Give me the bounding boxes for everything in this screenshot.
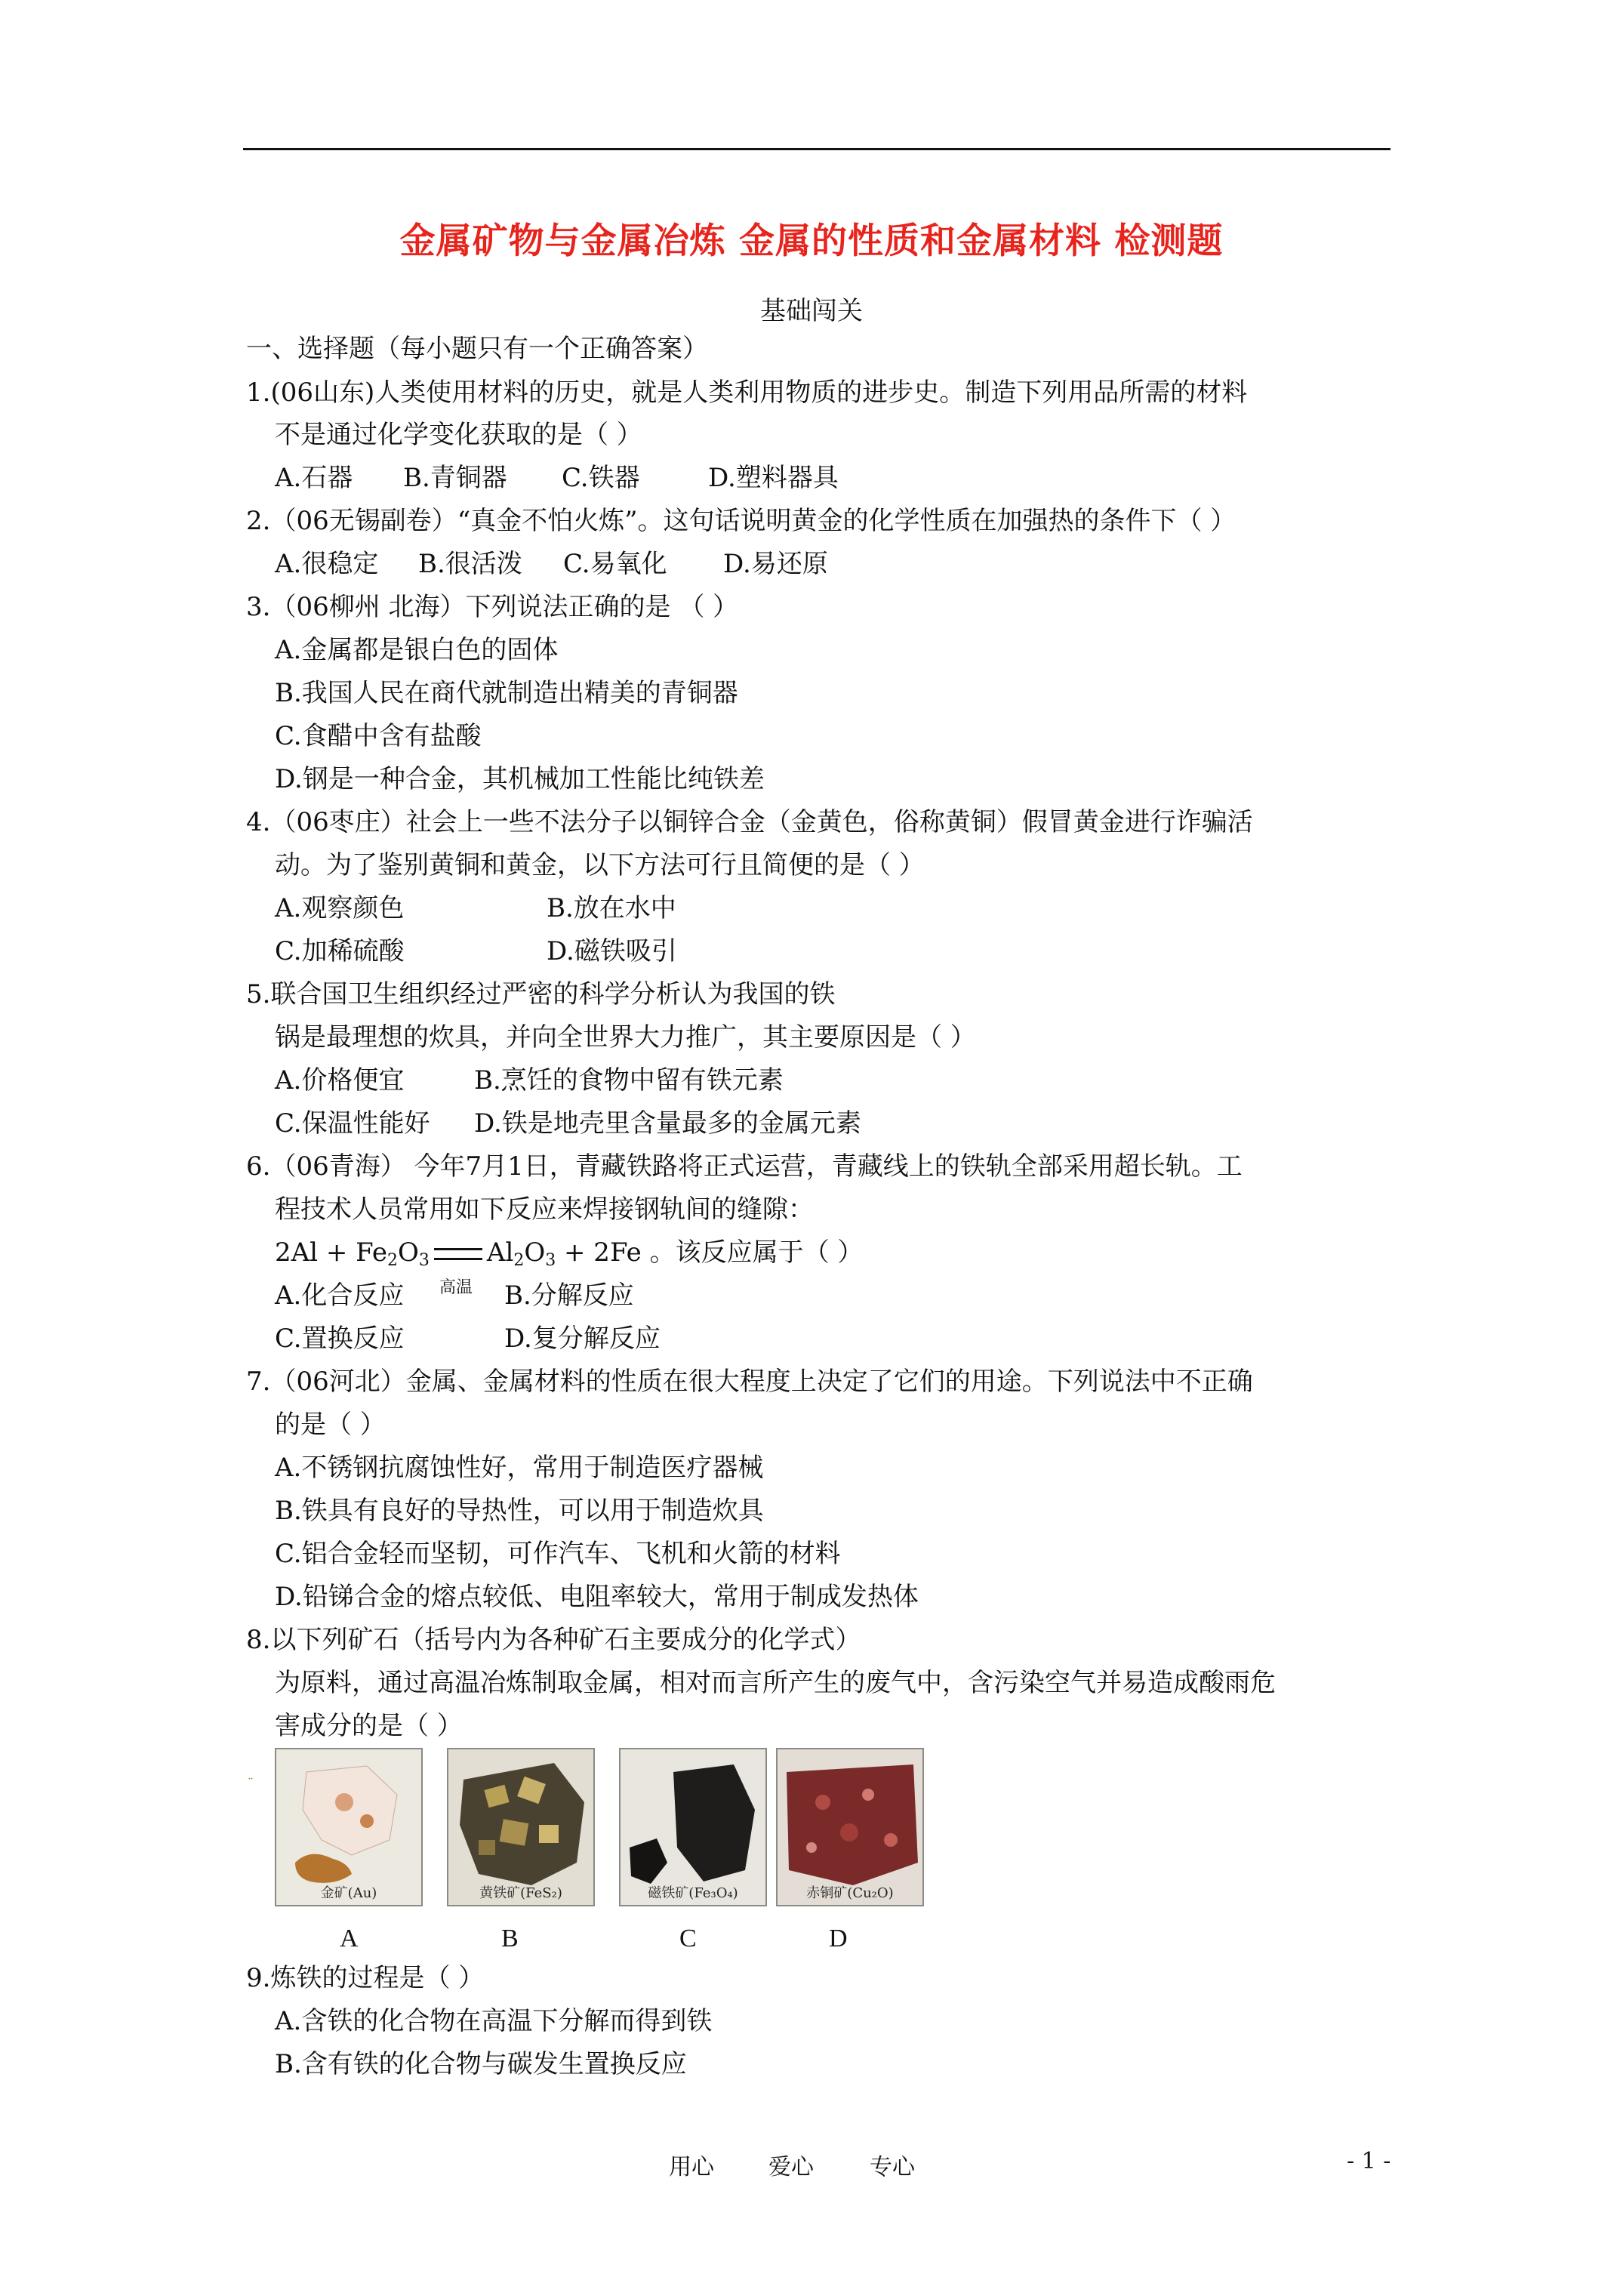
q4-option-c: C.加稀硫酸: [275, 936, 405, 966]
pyrite-caption: 黄铁矿(FeS₂): [479, 1885, 562, 1901]
footer-motto-1: 用心: [669, 2154, 714, 2180]
q1-option-c: C.铁器: [562, 463, 640, 493]
q1-option-d: D.塑料器具: [708, 463, 839, 493]
gold-ore-image: [275, 1748, 423, 1906]
q3-option-b: B.我国人民在商代就制造出精美的青铜器: [275, 678, 738, 708]
magnetite-caption: 磁铁矿(Fe₃O₄): [648, 1885, 738, 1901]
document-title: 金属矿物与金属冶炼 金属的性质和金属材料 检测题: [399, 220, 1224, 262]
cuprite-caption: 赤铜矿(Cu₂O): [806, 1885, 894, 1901]
q2-option-c: C.易氧化: [563, 549, 667, 579]
image-label-c: C: [679, 1925, 697, 1952]
q1-option-b: B.青铜器: [403, 463, 507, 493]
document-subtitle: 基础闯关: [760, 296, 863, 326]
q5-option-a: A.价格便宜: [275, 1065, 405, 1096]
pyrite-image: [447, 1748, 595, 1906]
q7-stem-1: 7.（06河北）金属、金属材料的性质在很大程度上决定了它们的用途。下列说法中不正确: [246, 1367, 1253, 1397]
q7-stem-2: 的是（ ）: [275, 1410, 386, 1440]
q6-option-d: D.复分解反应: [504, 1324, 661, 1354]
q5-option-d: D.铁是地壳里含量最多的金属元素: [474, 1108, 861, 1139]
q7-option-d: D.铅锑合金的熔点较低、电阻率较大，常用于制成发热体: [275, 1582, 919, 1612]
equation-equals-sign: [434, 1248, 482, 1260]
q8-stem-2: 为原料，通过高温冶炼制取金属，相对而言所产生的废气中，含污染空气并易造成酸雨危: [275, 1668, 1276, 1698]
q3-option-d: D.钢是一种合金，其机械加工性能比纯铁差: [275, 764, 765, 794]
cuprite-image: [776, 1748, 924, 1906]
q6-option-b: B.分解反应: [504, 1281, 634, 1311]
q2-option-d: D.易还原: [723, 549, 828, 579]
anchor-mark: ¨: [248, 1776, 254, 1790]
q4-option-b: B.放在水中: [547, 893, 676, 923]
section-heading: 一、选择题（每小题只有一个正确答案）: [246, 334, 708, 364]
q1-stem-2: 不是通过化学变化获取的是（ ）: [275, 420, 642, 450]
q9-option-a: A.含铁的化合物在高温下分解而得到铁: [275, 2006, 713, 2036]
equation-left: 2Al + Fe: [275, 1237, 388, 1268]
q7-option-a: A.不锈钢抗腐蚀性好，常用于制造医疗器械: [275, 1453, 764, 1483]
page-number: - 1 -: [1347, 2148, 1391, 2174]
q4-option-a: A.观察颜色: [275, 893, 405, 923]
q6-equation: $2Al + Fe_2O_3$ $Al_2O_3 + 2Fe$ 。该反应属于（ ）: [275, 1237, 864, 1270]
image-label-a: A: [340, 1925, 359, 1952]
header-rule: [243, 148, 1390, 150]
q2-option-a: A.很稳定: [275, 549, 379, 579]
magnetite-image: [619, 1748, 767, 1906]
footer-motto-2: 爱心: [768, 2154, 814, 2180]
reaction-condition: 高温: [439, 1278, 473, 1297]
q2-stem: 2.（06无锡副卷）“真金不怕火炼”。这句话说明黄金的化学性质在加强热的条件下（ ）: [246, 506, 1236, 536]
mineral-photos: [275, 1748, 930, 1906]
q3-stem: 3.（06柳州 北海）下列说法正确的是 （ ）: [246, 592, 739, 622]
q9-option-b: B.含有铁的化合物与碳发生置换反应: [275, 2049, 687, 2079]
q6-option-c: C.置换反应: [275, 1324, 405, 1354]
q3-option-c: C.食醋中含有盐酸: [275, 721, 482, 751]
equation-right: Al: [486, 1237, 514, 1268]
image-label-b: B: [501, 1925, 519, 1952]
q3-option-a: A.金属都是银白色的固体: [275, 635, 559, 665]
q8-stem-3: 害成分的是（ ）: [275, 1711, 463, 1741]
q6-option-a: A.化合反应: [275, 1281, 405, 1311]
q7-option-b: B.铁具有良好的导热性，可以用于制造炊具: [275, 1496, 764, 1526]
image-label-d: D: [829, 1925, 848, 1952]
q6-stem-1: 6.（06青海） 今年7月1日，青藏铁路将正式运营，青藏线上的铁轨全部采用超长轨。工: [246, 1151, 1243, 1182]
q1-stem-1: 1.(06山东)人类使用材料的历史，就是人类利用物质的进步史。制造下列用品所需的材料: [246, 378, 1248, 408]
q5-option-c: C.保温性能好: [275, 1108, 430, 1139]
q7-option-c: C.铝合金轻而坚韧，可作汽车、飞机和火箭的材料: [275, 1539, 841, 1569]
q8-stem-1: 8.以下列矿石（括号内为各种矿石主要成分的化学式）: [246, 1625, 861, 1655]
q5-stem-2: 锅是最理想的炊具，并向全世界大力推广，其主要原因是（ ）: [275, 1022, 976, 1052]
q9-stem: 9.炼铁的过程是（ ）: [246, 1963, 485, 1993]
q5-option-b: B.烹饪的食物中留有铁元素: [474, 1065, 784, 1096]
q6-stem-2: 程技术人员常用如下反应来焊接钢轨间的缝隙：: [275, 1194, 814, 1225]
q4-stem-1: 4.（06枣庄）社会上一些不法分子以铜锌合金（金黄色，俗称黄铜）假冒黄金进行诈骗活: [246, 807, 1253, 837]
q1-option-a: A.石器: [275, 463, 353, 493]
footer-motto-3: 专心: [870, 2154, 915, 2180]
q2-option-b: B.很活泼: [418, 549, 522, 579]
gold-ore-caption: 金矿(Au): [320, 1885, 377, 1901]
q5-stem-1: 5.联合国卫生组织经过严密的科学分析认为我国的铁: [246, 979, 836, 1009]
q4-option-d: D.磁铁吸引: [547, 936, 677, 966]
q4-stem-2: 动。为了鉴别黄铜和黄金，以下方法可行且简便的是（ ）: [275, 850, 925, 880]
